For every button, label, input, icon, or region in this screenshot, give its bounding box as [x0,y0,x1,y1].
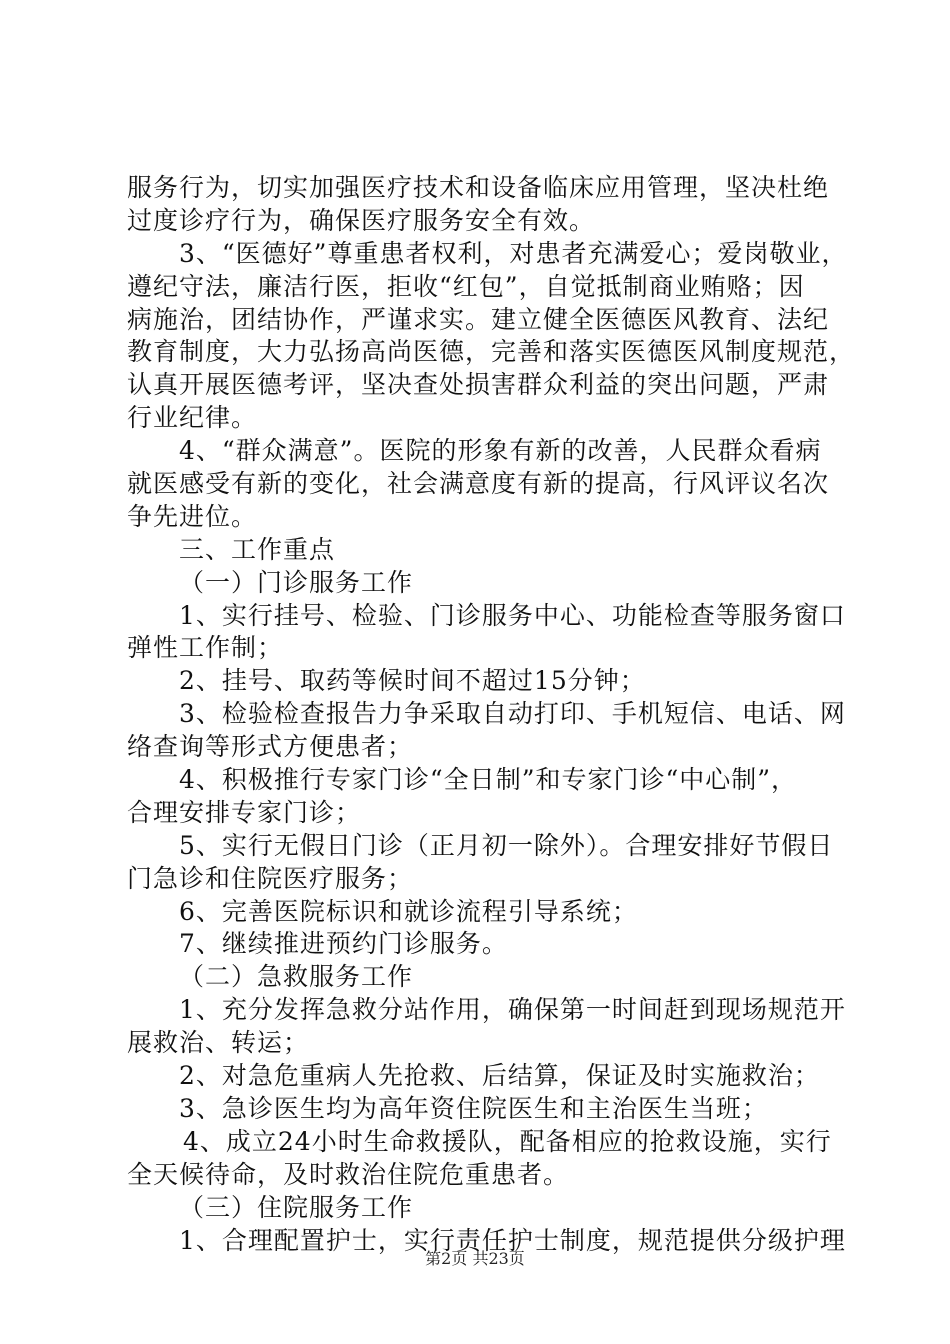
text-line: 病施治，团结协作，严谨求实。建立健全医德医风教育、法纪 [127,304,830,334]
text-line: 1、实行挂号、检验、门诊服务中心、功能检查等服务窗口 [179,600,846,630]
text-line: 4、成立24小时生命救援队，配备相应的抢救设施，实行 [183,1126,832,1156]
text-line: 1、合理配置护士，实行责任护士制度，规范提供分级护理 [179,1225,846,1255]
text-line: 4、“群众满意”。医院的形象有新的改善，人民群众看病 [179,436,822,466]
text-line: 2、对急危重病人先抢救、后结算，保证及时实施救治； [179,1061,820,1091]
text-line: 1、充分发挥急救分站作用，确保第一时间赶到现场规范开 [179,995,846,1025]
text-line: 行业纪律。 [127,403,258,433]
text-line: 教育制度，大力弘扬高尚医德，完善和落实医德医风制度规范， [127,337,856,367]
text-line: 4、积极推行专家门诊“全日制”和专家门诊“中心制”， [179,765,798,795]
text-line: 遵纪守法，廉洁行医，拒收“红包”，自觉抵制商业贿赂；因 [127,271,805,301]
text-line: 3、“医德好”尊重患者权利，对患者充满爱心；爱岗敬业， [179,238,848,268]
page-footer [0,1246,950,1269]
text-line: 全天候待命，及时救治住院危重患者。 [127,1159,570,1189]
text-line: 3、急诊医生均为高年资住院医生和主治医生当班； [179,1093,768,1123]
text-line: 过度诊疗行为，确保医疗服务安全有效。 [127,205,596,235]
text-line: （一）门诊服务工作 [179,567,414,597]
text-line: 合理安排专家门诊； [127,797,362,827]
text-line: 弹性工作制； [127,633,284,663]
text-line: 5、实行无假日门诊（正月初一除外）。合理安排好节假日 [179,830,834,860]
text-line: 3、检验检查报告力争采取自动打印、手机短信、电话、网 [179,699,846,729]
text-line: （二）急救服务工作 [179,962,414,992]
text-line: 展救治、转运； [127,1028,310,1058]
page-number: 第2页 共23页 [425,1249,525,1268]
text-line: 争先进位。 [127,501,258,531]
text-line: （三）住院服务工作 [179,1192,414,1222]
text-line: 三、工作重点 [179,534,336,564]
document-body [127,172,856,1257]
text-line: 服务行为，切实加强医疗技术和设备临床应用管理，坚决杜绝 [127,173,830,202]
text-line: 门急诊和住院医疗服务； [127,863,414,893]
text-line: 6、完善医院标识和就诊流程引导系统； [179,896,638,926]
text-line: 认真开展医德考评，坚决查处损害群众利益的突出问题，严肃 [127,370,830,400]
text-line: 7、继续推进预约门诊服务。 [179,929,508,959]
text-line: 2、挂号、取药等候时间不超过15分钟； [179,666,646,696]
text-line: 就医感受有新的变化，社会满意度有新的提高，行风评议名次 [127,469,830,499]
text-line: 络查询等形式方便患者； [127,732,414,762]
